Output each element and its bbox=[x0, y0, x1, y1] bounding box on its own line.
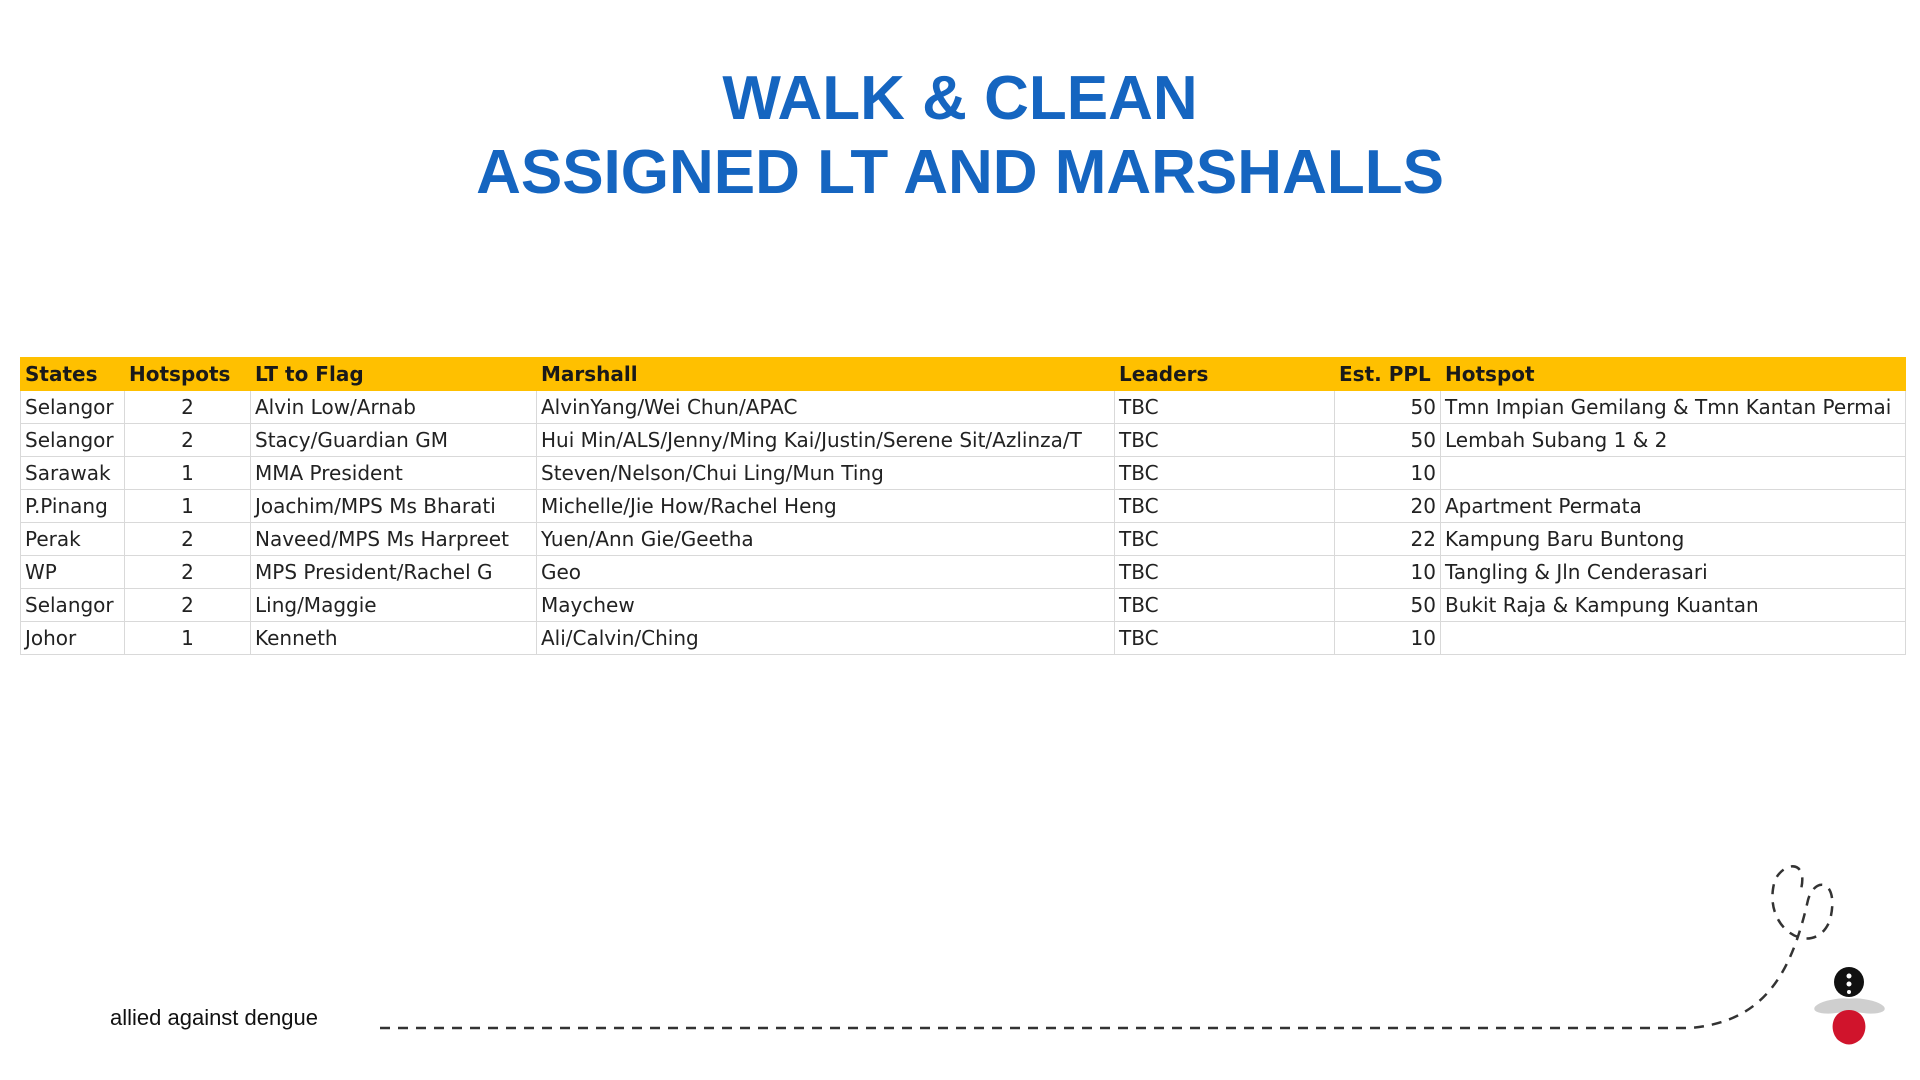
cell-hotspot: Tangling & Jln Cenderasari bbox=[1441, 556, 1906, 589]
header-leaders: Leaders bbox=[1115, 358, 1335, 391]
cell-hotspot: Apartment Permata bbox=[1441, 490, 1906, 523]
cell-lt-to-flag: MMA President bbox=[251, 457, 537, 490]
cell-leaders: TBC bbox=[1115, 622, 1335, 655]
cell-state: Selangor bbox=[21, 589, 125, 622]
title-line-2: ASSIGNED LT AND MARSHALLS bbox=[476, 138, 1444, 207]
cell-hotspots: 1 bbox=[125, 457, 251, 490]
cell-state: Selangor bbox=[21, 424, 125, 457]
footer-tagline: allied against dengue bbox=[110, 1005, 318, 1030]
cell-lt-to-flag: Alvin Low/Arnab bbox=[251, 391, 537, 424]
header-est-ppl: Est. PPL bbox=[1335, 358, 1441, 391]
cell-leaders: TBC bbox=[1115, 457, 1335, 490]
cell-marshall: Ali/Calvin/Ching bbox=[537, 622, 1115, 655]
cell-leaders: TBC bbox=[1115, 523, 1335, 556]
mosquito-icon bbox=[1813, 967, 1886, 1045]
cell-est-ppl: 10 bbox=[1335, 556, 1441, 589]
cell-leaders: TBC bbox=[1115, 556, 1335, 589]
cell-leaders: TBC bbox=[1115, 391, 1335, 424]
header-hotspots: Hotspots bbox=[125, 358, 251, 391]
cell-hotspots: 2 bbox=[125, 523, 251, 556]
cell-leaders: TBC bbox=[1115, 589, 1335, 622]
cell-hotspots: 2 bbox=[125, 424, 251, 457]
cell-lt-to-flag: Naveed/MPS Ms Harpreet bbox=[251, 523, 537, 556]
cell-hotspot: Bukit Raja & Kampung Kuantan bbox=[1441, 589, 1906, 622]
dashed-flight-trail bbox=[380, 866, 1832, 1028]
cell-hotspots: 2 bbox=[125, 391, 251, 424]
cell-lt-to-flag: Stacy/Guardian GM bbox=[251, 424, 537, 457]
cell-state: Perak bbox=[21, 523, 125, 556]
header-hotspot: Hotspot bbox=[1441, 358, 1906, 391]
cell-state: Johor bbox=[21, 622, 125, 655]
cell-lt-to-flag: Joachim/MPS Ms Bharati bbox=[251, 490, 537, 523]
cell-hotspot: Lembah Subang 1 & 2 bbox=[1441, 424, 1906, 457]
cell-marshall: Steven/Nelson/Chui Ling/Mun Ting bbox=[537, 457, 1115, 490]
cell-hotspots: 2 bbox=[125, 589, 251, 622]
cell-hotspot: Kampung Baru Buntong bbox=[1441, 523, 1906, 556]
cell-leaders: TBC bbox=[1115, 490, 1335, 523]
title-line-1: WALK & CLEAN bbox=[722, 64, 1198, 133]
cell-marshall: Geo bbox=[537, 556, 1115, 589]
cell-marshall: Michelle/Jie How/Rachel Heng bbox=[537, 490, 1115, 523]
cell-est-ppl: 20 bbox=[1335, 490, 1441, 523]
cell-est-ppl: 10 bbox=[1335, 622, 1441, 655]
header-lt-to-flag: LT to Flag bbox=[251, 358, 537, 391]
cell-est-ppl: 50 bbox=[1335, 424, 1441, 457]
cell-marshall: Hui Min/ALS/Jenny/Ming Kai/Justin/Serene Sit/Azlinza/T bbox=[537, 424, 1115, 457]
cell-marshall: Yuen/Ann Gie/Geetha bbox=[537, 523, 1115, 556]
cell-est-ppl: 22 bbox=[1335, 523, 1441, 556]
cell-state: P.Pinang bbox=[21, 490, 125, 523]
cell-state: WP bbox=[21, 556, 125, 589]
cell-state: Selangor bbox=[21, 391, 125, 424]
cell-leaders: TBC bbox=[1115, 424, 1335, 457]
cell-hotspots: 2 bbox=[125, 556, 251, 589]
header-marshall: Marshall bbox=[537, 358, 1115, 391]
cell-hotspots: 1 bbox=[125, 622, 251, 655]
cell-hotspot: Tmn Impian Gemilang & Tmn Kantan Permai bbox=[1441, 391, 1906, 424]
cell-lt-to-flag: MPS President/Rachel G bbox=[251, 556, 537, 589]
header-states: States bbox=[21, 358, 125, 391]
cell-marshall: AlvinYang/Wei Chun/APAC bbox=[537, 391, 1115, 424]
cell-lt-to-flag: Kenneth bbox=[251, 622, 537, 655]
cell-est-ppl: 50 bbox=[1335, 589, 1441, 622]
cell-marshall: Maychew bbox=[537, 589, 1115, 622]
cell-state: Sarawak bbox=[21, 457, 125, 490]
cell-est-ppl: 50 bbox=[1335, 391, 1441, 424]
cell-lt-to-flag: Ling/Maggie bbox=[251, 589, 537, 622]
cell-est-ppl: 10 bbox=[1335, 457, 1441, 490]
cell-hotspots: 1 bbox=[125, 490, 251, 523]
